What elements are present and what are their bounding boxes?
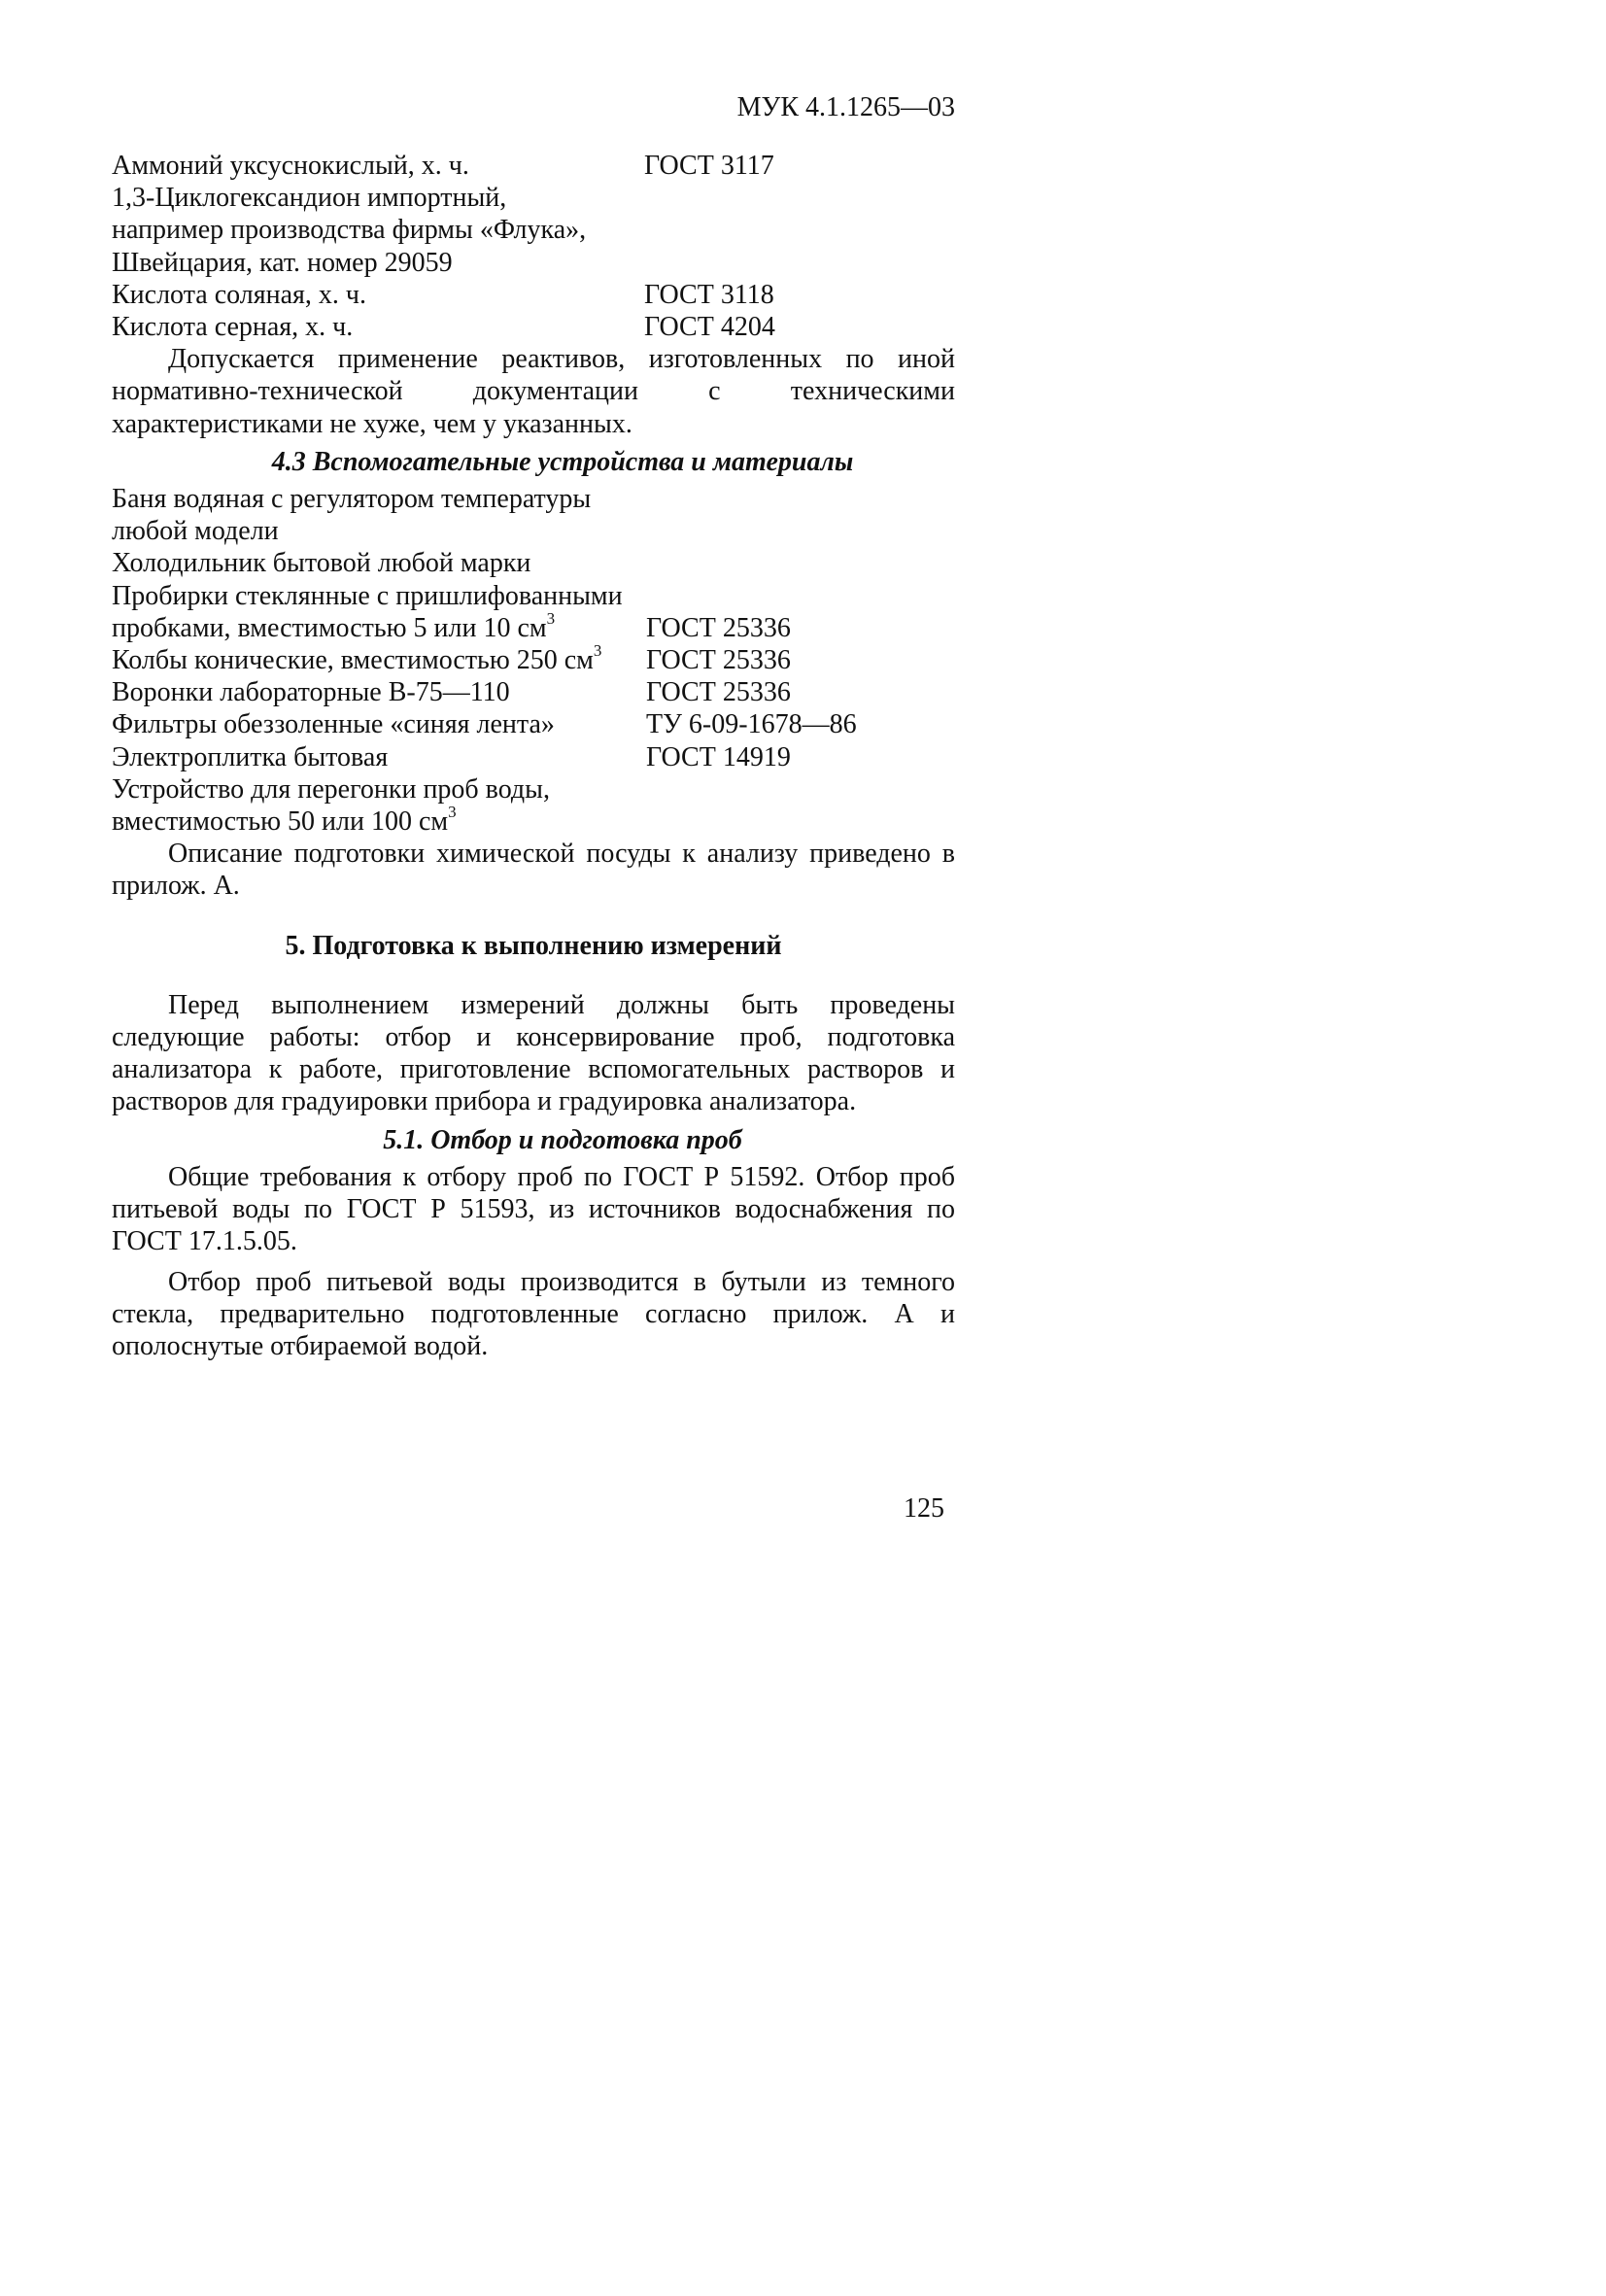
equipment-name: Воронки лабораторные В-75—110 [112,677,510,708]
reagent-standard: ГОСТ 3117 [644,151,774,181]
reagent-name: Кислота серная, х. ч. [112,312,354,343]
reagent-row [112,182,955,214]
equipment-row [112,608,955,644]
equipment-name: Пробирки стеклянные с пришлифованными [112,580,623,611]
reagents-note: Допускается применение реактивов, изготовленных по иной нормативно-технической документации с техническими характеристиками не хуже, чем у указанных. [112,344,955,439]
equipment-name [112,805,644,838]
reagent-standard: ГОСТ 4204 [644,312,775,343]
equipment-standard: ГОСТ 25336 [646,612,791,643]
reagent-name: Кислота соляная, х. ч. [112,279,366,310]
equipment-row [112,641,955,676]
equipment-list [112,483,955,838]
page-number: 125 [904,1493,944,1524]
equipment-standard: ГОСТ 14919 [646,741,791,772]
reagent-row [112,150,955,182]
section-5-paragraph: Перед выполнением измерений должны быть проведены следующие работы: отбор и консервирование проб, подготовка анализатора к работе, приготовление вспомогательных растворов и растворов для градуировки прибора и градуировка анализатора. [112,989,955,1117]
section-5-heading: 5. Подготовка к выполнению измерений [285,930,782,961]
reagent-name: Швейцария, кат. номер 29059 [112,247,453,278]
equipment-name: Электроплитка бытовая [112,741,389,772]
equipment-row [112,708,955,740]
section-5-1-paragraph-2: Отбор проб питьевой воды производится в бутыли из темного стекла, предварительно подготовленные согласно прилож. А и ополоснутые отбираемой водой. [112,1266,955,1361]
equipment-row [112,547,955,579]
equipment-row [112,515,955,547]
equipment-name: Холодильник бытовой любой марки [112,548,531,579]
section-5-1-heading: 5.1. Отбор и подготовка проб [383,1124,742,1155]
equipment-name-text: пробками, вместимостью 5 или 10 см [112,612,547,643]
reagents-list [112,150,955,343]
document-code: МУК 4.1.1265—03 [736,92,955,122]
reagent-row [112,311,955,343]
section-4-3-heading: 4.3 Вспомогательные устройства и материалы [271,446,854,477]
reagent-row [112,247,955,279]
equipment-name-text: вместимостью 50 или 100 см [112,806,449,838]
equipment-standard: ТУ 6-09-1678—86 [646,709,857,740]
document-page [0,0,1081,1551]
reagent-name: 1,3-Циклогександион импортный, [112,183,507,214]
equipment-row [112,580,955,612]
equipment-name [112,608,646,644]
reagent-row [112,279,955,311]
equipment-standard: ГОСТ 25336 [646,645,791,676]
superscript-3: 3 [448,803,457,822]
equipment-row [112,741,955,773]
equipment-row [112,805,955,838]
equipment-name: любой модели [112,516,279,547]
page-body [112,150,955,1362]
equipment-row [112,483,955,515]
equipment-standard: ГОСТ 25336 [646,677,791,708]
equipment-row [112,676,955,708]
reagent-row [112,214,955,246]
equipment-name: Фильтры обеззоленные «синяя лента» [112,709,555,740]
equipment-note: Описание подготовки химической посуды к анализу приведено в прилож. А. [112,839,955,902]
reagent-standard: ГОСТ 3118 [644,279,774,310]
superscript-3: 3 [546,608,556,628]
equipment-row [112,773,955,805]
reagent-name: например производства фирмы «Флука», [112,215,587,246]
equipment-name [112,641,646,676]
reagent-name: Аммоний уксуснокислый, х. ч. [112,151,469,181]
equipment-name: Устройство для перегонки проб воды, [112,773,550,805]
equipment-name-text: Колбы конические, вместимостью 250 см [112,645,594,676]
equipment-name: Баня водяная с регулятором температуры [112,484,592,515]
superscript-3: 3 [593,641,602,661]
section-5-1-paragraph-1: Общие требования к отбору проб по ГОСТ Р 51592. Отбор проб питьевой воды по ГОСТ Р 51593, из источников водоснабжения по ГОСТ 17.1.5.05. [112,1161,955,1257]
